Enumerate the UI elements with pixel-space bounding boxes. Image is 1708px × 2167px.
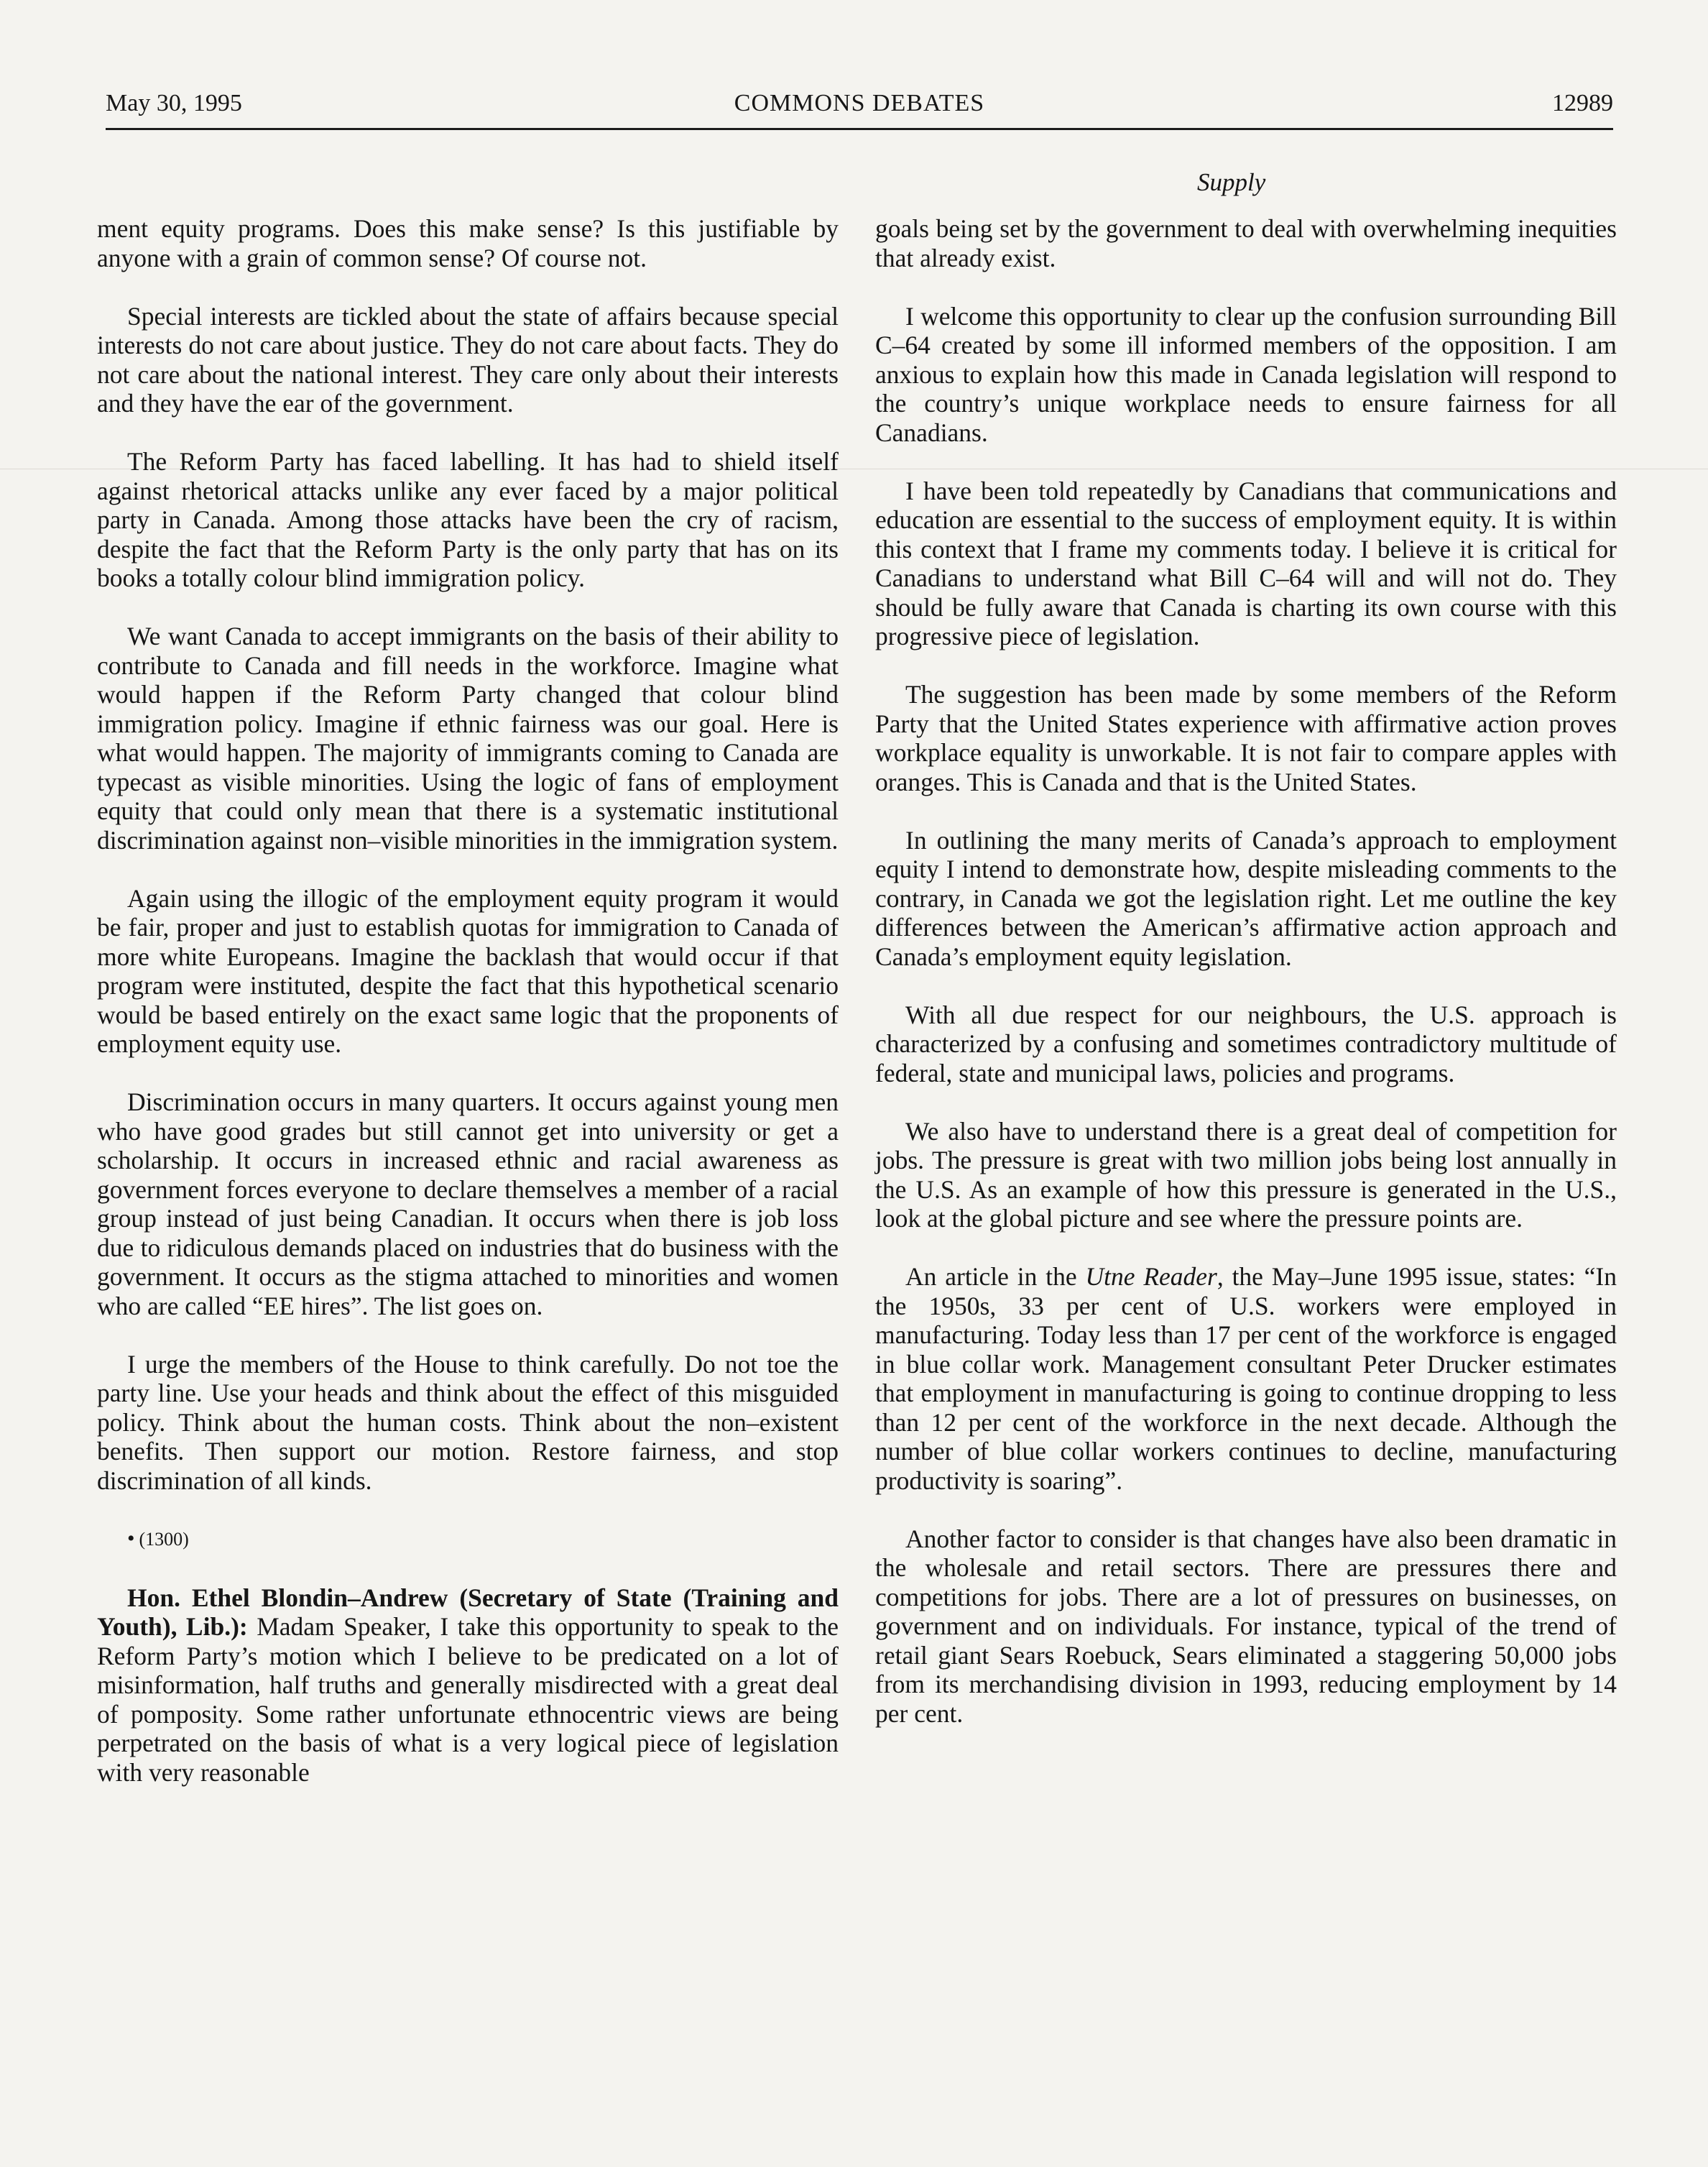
header-date: May 30, 1995 [106,90,242,116]
page-header [106,89,1613,126]
speaker-name: Hon. Ethel Blondin–Andrew (Secretary of State (Training and Youth), Lib.): [97,1583,839,1641]
section-label: Supply [1197,168,1266,196]
paragraph: With all due respect for our neighbours, the U.S. approach is characterized by a confusing and sometimes contradictory multitude of federal, state and municipal laws, policies and programs. [875,1000,1617,1087]
speech-paragraph [97,1583,839,1788]
paragraph: We also have to understand there is a great deal of competition for jobs. The pressure is great with two million jobs being lost annually in the U.S. As an example of how this pressure is generated in the U.S., look at the global picture and see where the pressure points are. [875,1116,1617,1233]
time-marker-bullet: • [127,1526,135,1550]
speech-text: Madam Speaker, I take this opportunity to speak to the Reform Party’s motion which I believe to be predicated on a lot of misinformation, half truths and generally misdirected with a great deal of pomposity. Some rather unfortunate ethnocentric views are being perpetrated on the basis of what is a very logical piece of legislation with very reasonable [97,1612,839,1787]
header-title: COMMONS DEBATES [734,90,985,116]
paragraph: ment equity programs. Does this make sense? Is this justifiable by anyone with a grain of common sense? Of course not. [97,214,839,272]
paragraph-text: , the May–June 1995 issue, states: “In the 1950s, 33 per cent of U.S. workers were employed in manufacturing. Today less than 17 per cent of the workforce is engaged in blue collar work. Management consultant Peter Drucker estimates that employment in manufacturing is going to continue dropping to less than 12 per cent of the workforce in the next decade. Although the number of blue collar workers continues to decline, manufacturing productivity is soaring”. [875,1262,1617,1495]
paragraph: Special interests are tickled about the state of affairs because special interests do not care about justice. They do not care about facts. They do not care about the national interest. They care only about their interests and they have the ear of the government. [97,301,839,418]
paragraph: Again using the illogic of the employment equity program it would be fair, proper and just to establish quotas for immigration to Canada of more white Europeans. Imagine the backlash that would occur if that program were instituted, despite the fact that this hypothetical scenario would be based entirely on the exact same logic that the proponents of employment equity use. [97,883,839,1058]
paragraph: goals being set by the government to deal with overwhelming inequities that already exist. [875,214,1617,272]
right-column [875,214,1617,1757]
paragraph [875,1262,1617,1495]
paragraph: I welcome this opportunity to clear up the confusion surrounding Bill C–64 created by some ill informed members of the opposition. I am anxious to explain how this made in Canada legislation will respond to the country’s unique workplace needs to ensure fairness for all Canadians. [875,301,1617,447]
paragraph: We want Canada to accept immigrants on the basis of their ability to contribute to Canada and fill needs in the workforce. Imagine what would happen if the Reform Party changed that colour blind immigration policy. Imagine if ethnic fairness was our goal. Here is what would happen. The majority of immigrants coming to Canada are typecast as visible minorities. Using the logic of fans of employment equity that could only mean that there is a systematic institutional discrimination against non–visible minorities in the immigration system. [97,622,839,855]
paragraph: The suggestion has been made by some members of the Reform Party that the United States experience with affirmative action proves workplace equality is unworkable. It is not fair to compare apples with oranges. This is Canada and that is the United States. [875,680,1617,796]
time-marker-text: (1300) [139,1528,189,1550]
paragraph: Another factor to consider is that changes have also been dramatic in the wholesale and retail sectors. There are pressures there and competitions for jobs. There are a lot of pressures on businesses, on government and on individuals. For instance, typical of the trend of retail giant Sears Roebuck, Sears eliminated a staggering 50,000 jobs from its merchandising division in 1993, reducing employment by 14 per cent. [875,1524,1617,1728]
paragraph: In outlining the many merits of Canada’s approach to employment equity I intend to demonstrate how, despite misleading comments to the contrary, in Canada we got the legislation right. Let me outline the key differences between the American’s affirmative action approach and Canada’s employment equity legislation. [875,825,1617,971]
paragraph-text: An article in the [905,1262,1077,1291]
publication-title: Utne Reader [1085,1262,1217,1291]
paragraph: I urge the members of the House to think carefully. Do not toe the party line. Use your heads and think about the effect of this misguided policy. Think about the human costs. Think about the non–existent benefits. Then support our motion. Restore fairness, and stop discrimination of all kinds. [97,1349,839,1495]
paragraph: The Reform Party has faced labelling. It has had to shield itself against rhetorical attacks unlike any ever faced by a major political party in Canada. Among those attacks have been the cry of racism, despite the fact that the Reform Party is the only party that has on its books a totally colour blind immigration policy. [97,447,839,592]
header-rule [106,128,1613,130]
paragraph: Discrimination occurs in many quarters. It occurs against young men who have good grades but still cannot get into university or get a scholarship. It occurs in increased ethnic and racial awareness as government forces everyone to declare themselves a member of a racial group instead of just being Canadian. It occurs when there is job loss due to ridiculous demands placed on industries that do business with the government. It occurs as the stigma attached to minorities and women who are called “EE hires”. The list goes on. [97,1087,839,1320]
header-page-number: 12989 [1552,90,1613,116]
left-column [97,214,839,1816]
paragraph: I have been told repeatedly by Canadians that communications and education are essential to the success of employment equity. It is within this context that I frame my comments today. I believe it is critical for Canadians to understand what Bill C–64 will and will not do. They should be fully aware that Canada is charting its own course with this progressive piece of legislation. [875,476,1617,650]
time-marker [97,1524,839,1555]
